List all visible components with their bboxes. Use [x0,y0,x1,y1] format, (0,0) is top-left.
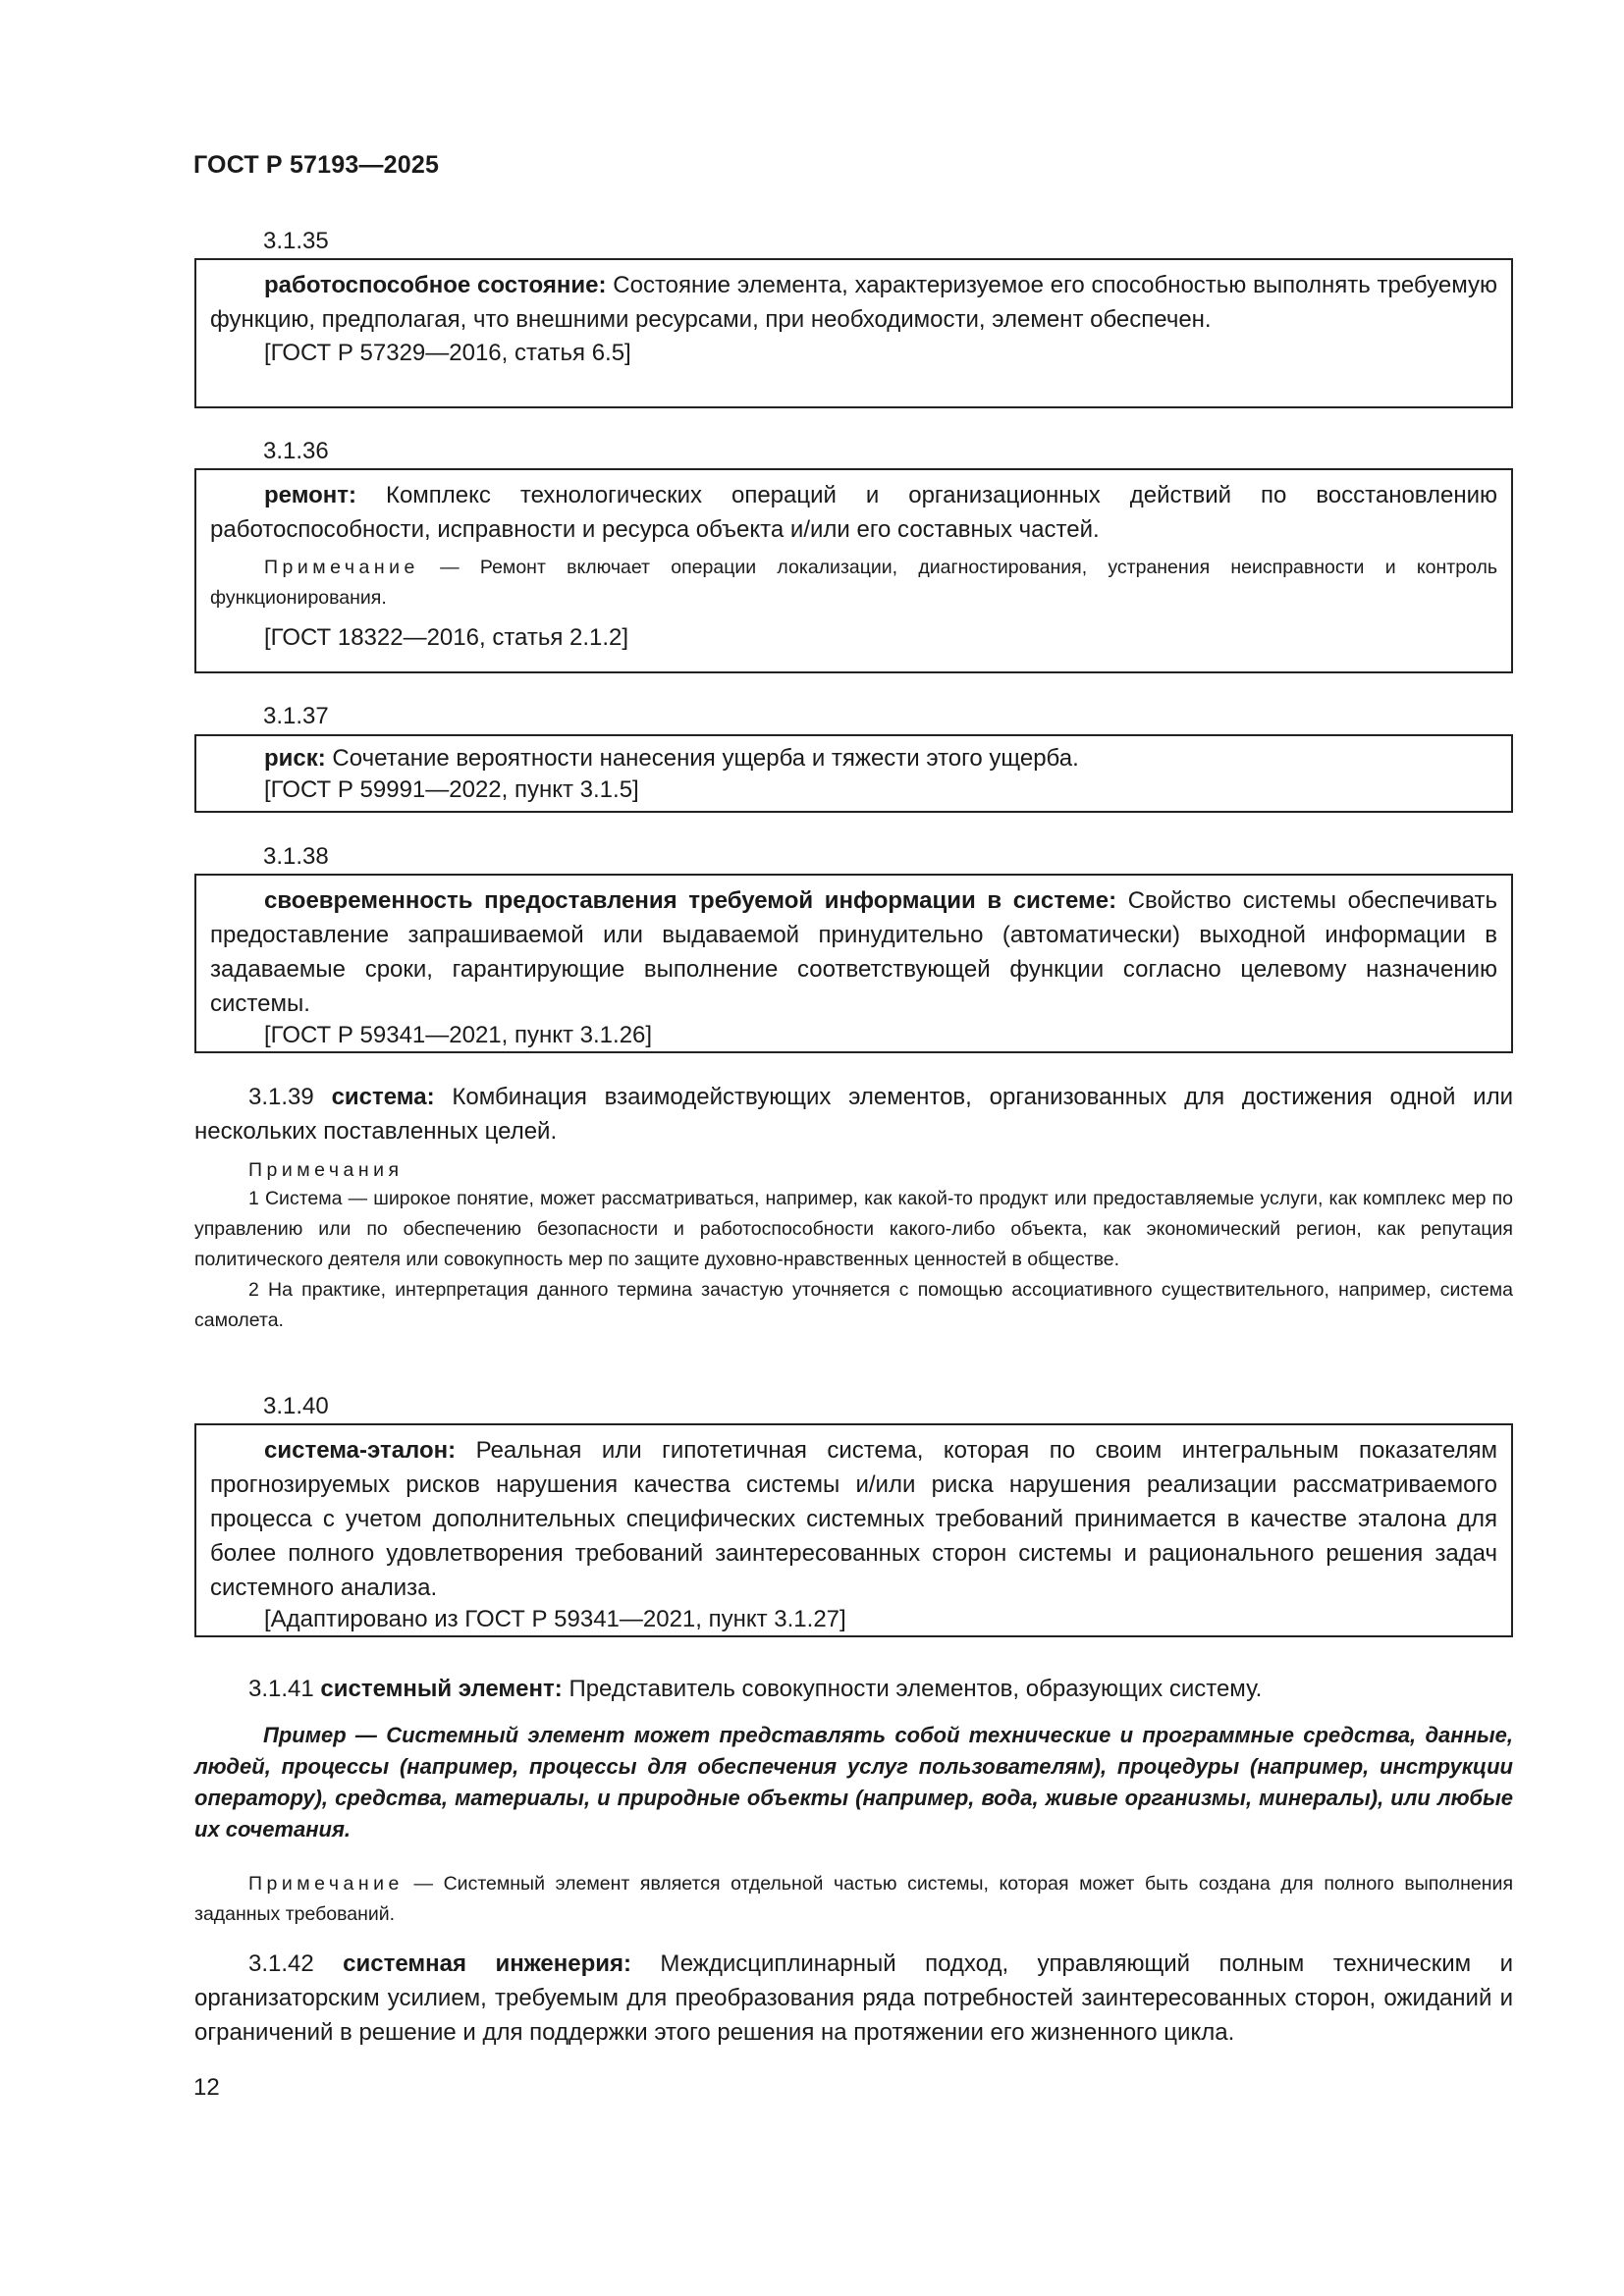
definition-text: Комбинация взаимодействующих элементов, организованных для достижения одной или нескольких поставленных целей. [194,1084,1513,1145]
entry-number: 3.1.40 [263,1393,329,1419]
note-text: — Системный элемент является отдельной частью системы, которая может быть создана для полного выполнения заданных требований. [194,1873,1513,1925]
term-source: [Адаптировано из ГОСТ Р 59341—2021, пункт 3.1.27] [264,1606,846,1632]
example-text: Пример — Системный элемент может представлять собой технические и программные средства, данные, людей, процессы (например, процессы для обеспечения услуг пользователям), процедуры (например, инструкции оператору), средства, материалы, и природные объекты (например, вода, живые организмы, минералы), или любые их сочетания. [194,1723,1513,1842]
term-note [210,553,1497,614]
note-1: 1 Система — широкое понятие, может рассматриваться, например, как какой-то продукт или предоставляемые услуги, как комплекс мер по управлению или по обеспечению безопасности и работоспособности какого-либо объекта, как экономический регион, как репутация политического деятеля или совокупность мер по защите духовно-нравственных ценностей в обществе. [194,1188,1513,1270]
document-header: ГОСТ Р 57193—2025 [193,151,440,179]
note-label: Примечание [248,1873,404,1895]
term-note [194,1869,1513,1930]
term-source: [ГОСТ Р 59991—2022, пункт 3.1.5] [264,776,639,803]
note-text: — Ремонт включает операции локализации, диагностирования, устранения неисправности и контроль функционирования. [210,557,1497,609]
term-source: [ГОСТ Р 57329—2016, статья 6.5] [264,340,631,366]
notes-label: Примечания [248,1159,404,1181]
entry-number: 3.1.39 [248,1084,314,1110]
term-definition [210,1433,1497,1605]
term: своевременность предоставления требуемой информации в системе: [264,887,1117,914]
term: системный элемент: [320,1676,563,1702]
term-definition [194,1080,1513,1148]
term-definition [210,478,1497,547]
term: работоспособное состояние: [264,272,607,298]
entry-number: 3.1.42 [248,1950,314,1977]
term-source: [ГОСТ Р 59341—2021, пункт 3.1.26] [264,1022,653,1048]
term-definition [194,1947,1513,2050]
note-label: Примечание [264,557,419,578]
entry-3-1-39 [194,1080,1513,1336]
definition-text: Комплекс технологических операций и организационных действий по восстановлению работоспособности, исправности и ресурса объекта и/или его составных частей. [210,482,1497,543]
term-source: [ГОСТ 18322—2016, статья 2.1.2] [264,624,629,651]
term: система-эталон: [264,1437,457,1464]
entry-number: 3.1.41 [248,1676,314,1702]
definition-text: Реальная или гипотетичная система, которая по своим интегральным показателям прогнозируемых рисков нарушения качества системы и/или риска нарушения реализации рассматриваемого процесса с учетом дополнительных специфических системных требований принимается в качестве эталона для более полного удовлетворения требований заинтересованных сторон системы и рационального решения задач системного анализа. [210,1437,1497,1601]
entry-3-1-42 [194,1947,1513,2050]
entry-number: 3.1.36 [263,438,329,464]
note-2: 2 На практике, интерпретация данного термина зачастую уточняется с помощью ассоциативного существительного, например, система самолета. [194,1279,1513,1331]
term-definition [210,883,1497,1021]
entry-number: 3.1.37 [263,703,329,729]
term-box [194,468,1513,673]
definition-text: Представитель совокупности элементов, образующих систему. [562,1676,1263,1702]
term-box [194,258,1513,408]
definition-text: Состояние элемента, характеризуемое его способностью выполнять требуемую функцию, предполагая, что внешними ресурсами, при необходимости, элемент обеспечен. [210,272,1497,333]
entry-number: 3.1.35 [263,228,329,254]
definition-text: Сочетание вероятности нанесения ущерба и тяжести этого ущерба. [325,745,1079,772]
term-box [194,1423,1513,1637]
term-definition [194,1672,1513,1706]
term-definition [210,744,1497,774]
term-box [194,874,1513,1053]
definition-text: Междисциплинарный подход, управляющий полным техническим и организаторским усилием, требуемым для преобразования ряда потребностей заинтересованных сторон, ожиданий и ограничений в решение и для поддержки этого решения на протяжении его жизненного цикла. [194,1950,1513,2046]
entry-number: 3.1.38 [263,843,329,870]
term: ремонт: [264,482,357,508]
definition-text: Свойство системы обеспечивать предоставление запрашиваемой или выдаваемой принудительно (автоматически) выходной информации в задаваемые сроки, гарантирующие выполнение соответствующей функции согласно целевому назначению системы. [210,887,1498,1017]
entry-3-1-41 [194,1672,1513,1930]
term: риск: [264,745,326,772]
term: система: [331,1084,435,1110]
term-definition [210,268,1497,337]
term: системная инженерия: [343,1950,631,1977]
page-number: 12 [193,2074,220,2101]
term-box [194,734,1513,813]
